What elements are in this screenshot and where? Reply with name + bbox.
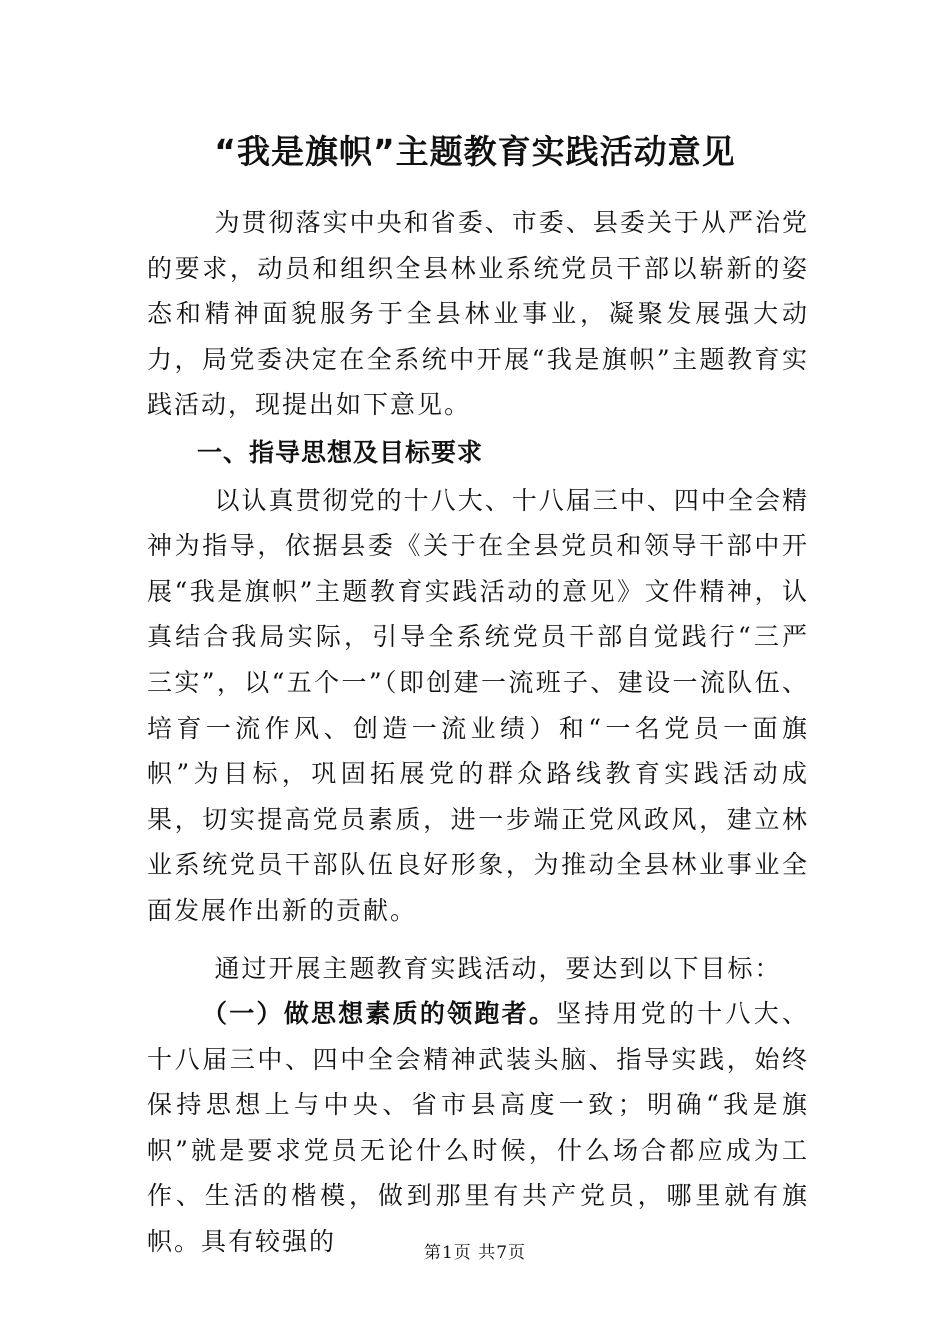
section-heading-1: 一、指导思想及目标要求 bbox=[197, 437, 484, 467]
target-1-lead: （一）做思想素质的领跑者。 bbox=[202, 999, 557, 1029]
target-1-text: 坚持用党的十八大、十八届三中、四中全会精神武装头脑、指导实践，始终保持思想上与中央、省市县高度一致；明确“我是旗帜”就是要求党员无论什么时候，什么场合都应成为工作、生活的楷模，做到那里有共产党员，哪里就有旗帜。具有较强的 bbox=[147, 999, 809, 1257]
guiding-paragraph: 以认真贯彻党的十八大、十八届三中、四中全会精神为指导，依据县委《关于在全县党员和领导干部中开展“我是旗帜”主题教育实践活动的意见》文件精神，认真结合我局实际，引导全系统党员干部自觉践行“三严三实”，以“五个一”（即创建一流班子、建设一流队伍、培育一流作风、创造一流业绩）和“一名党员一面旗帜”为目标，巩固拓展党的群众路线教育实践活动成果，切实提高党员素质，进一步端正党风政风，建立林业系统党员干部队伍良好形象，为推动全县林业事业全面发展作出新的贡献。 bbox=[147, 485, 809, 925]
targets-intro-paragraph: 通过开展主题教育实践活动，要达到以下目标： bbox=[214, 953, 782, 983]
document-body bbox=[147, 200, 809, 1265]
page-footer: 第1页 共7页 bbox=[423, 1243, 527, 1263]
intro-paragraph: 为贯彻落实中央和省委、市委、县委关于从严治党的要求，动员和组织全县林业系统党员干部以崭新的姿态和精神面貌服务于全县林业事业，凝聚发展强大动力，局党委决定在全系统中开展“我是旗帜”主题教育实践活动，现提出如下意见。 bbox=[147, 208, 809, 420]
document-title: “我是旗帜”主题教育实践活动意见 bbox=[214, 132, 736, 171]
target-1-paragraph bbox=[147, 991, 809, 1265]
